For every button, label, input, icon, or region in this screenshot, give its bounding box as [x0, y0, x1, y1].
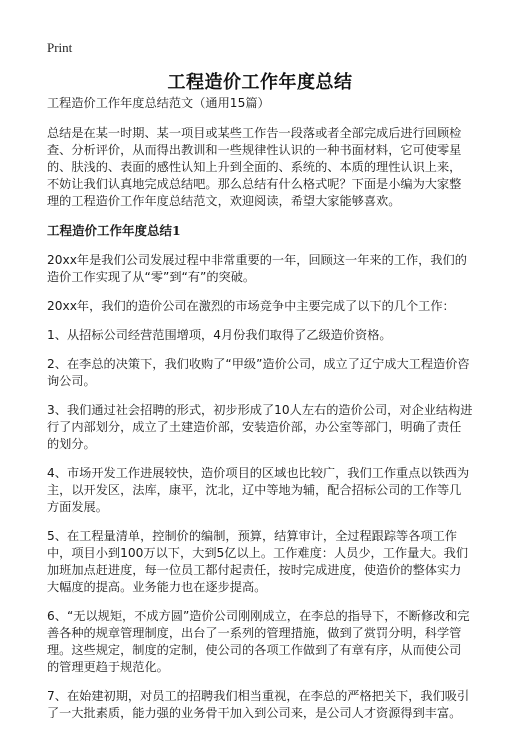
list-item-paragraph: 3、我们通过社会招聘的形式，初步形成了10人左右的造价公司，对企业结构进行了内部划分，成立了土建造价部，安装造价部，办公室等部门，明确了责任的划分。	[47, 403, 473, 451]
list-item-paragraph: 5、在工程量清单，控制价的编制，预算，结算审计，全过程跟踪等各项工作中，项目小到100万以下，大到5亿以上。工作难度：人员少，工作量大。我们加班加点赶进度，每一位员工都付起责任，按时完成进度，使造价的整体实力大幅度的提高。业务能力也在逐步提高。	[47, 529, 469, 594]
document-title: 工程造价工作年度总结	[167, 72, 353, 93]
body-paragraph: 20xx年是我们公司发展过程中非常重要的一年，回顾这一年来的工作，我们的造价工作实现了从“零”到“有”的突破。	[47, 253, 467, 284]
list-item-paragraph: 7、在始建初期，对员工的招聘我们相当重视，在李总的严格把关下，我们吸引了一大批素质，能力强的业务骨干加入到公司来，是公司人才资源得到丰富。	[47, 689, 470, 720]
intro-paragraph: 总结是在某一时期、某一项目或某些工作告一段落或者全部完成后进行回顾检查、分析评价，从而得出教训和一些规律性认识的一种书面材料，它可使零星的、肤浅的、表面的感性认知上升到全面的、系统的、本质的理性认识上来，不妨让我们认真地完成总结吧。那么总结有什么格式呢？下面是小编为大家整理的工程造价工作年度总结范文，欢迎阅读，希望大家能够喜欢。	[47, 126, 462, 208]
document-subtitle: 工程造价工作年度总结范文（通用15篇）	[47, 96, 270, 110]
body-paragraph: 20xx年，我们的造价公司在激烈的市场竞争中主要完成了以下的几个工作：	[47, 299, 455, 313]
section-heading: 工程造价工作年度总结1	[47, 223, 181, 238]
list-item-paragraph: 2、在李总的决策下，我们收购了“甲级”造价公司，成立了辽宁成大工程造价咨询公司。	[47, 357, 470, 388]
document-body	[47, 95, 473, 734]
list-item-paragraph: 6、“无以规矩，不成方圆”造价公司刚刚成立，在李总的指导下，不断修改和完善各种的规章管理制度，出台了一系列的管理措施，做到了赏罚分明，科学管理。这些规定，制度的定制，使公司的各项工作做到了有章有序，从而使公司的管理更趋于规范化。	[47, 609, 470, 674]
list-item-paragraph: 4、市场开发工作进展较快，造价项目的区域也比较广，我们工作重点以铁西为主，以开发区，法库，康平，沈北，辽中等地为辅，配合招标公司的工作等几方面发展。	[47, 466, 470, 514]
print-link[interactable]: Print	[47, 40, 73, 55]
list-item-paragraph: 1、从招标公司经营范围增项，4月份我们取得了乙级造价资格。	[47, 328, 392, 342]
